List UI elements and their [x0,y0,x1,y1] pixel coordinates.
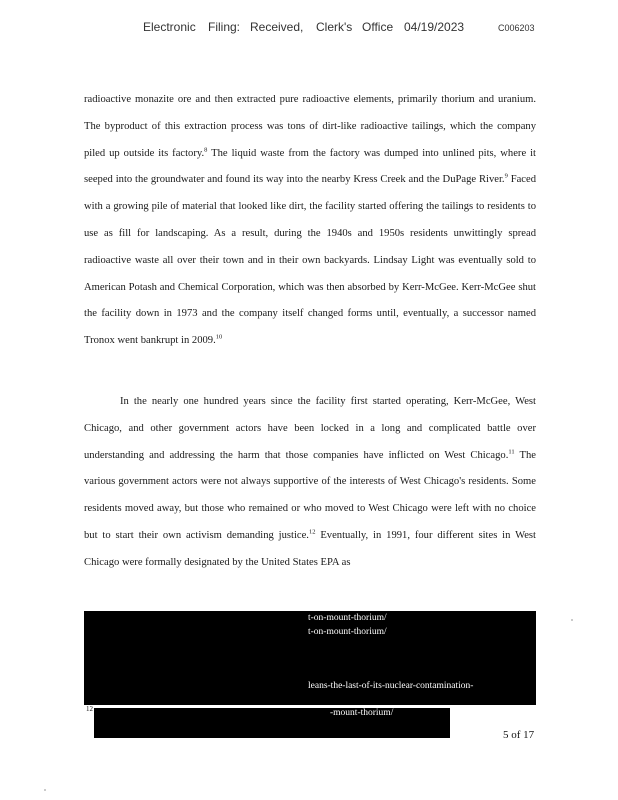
header-word-filing: Filing: [208,20,241,34]
scan-speck [571,619,573,621]
footnote-ref-9[interactable]: 9 [504,172,508,180]
paragraph-2-text-a: In the nearly one hundred years since the facility first started operating, Kerr-McGee, West Chicago, and other government actors have been locked in a long and complicated battle over understanding and addressing the harm that those companies have inflicted on West Chicago. [84,396,536,461]
paragraph-1 [84,87,536,355]
header-date: 04/19/2023 [404,20,465,34]
redacted-footnote-block [84,611,536,705]
header-word-electronic: Electronic [143,20,196,34]
paragraph-1-text-a: radioactive monazite ore and then extracted pure radioactive elements, primarily thorium and uranium. The byproduct of this extraction process was tons of dirt-like radioactive tailings, which the company piled up outside its factory. [84,94,536,159]
paragraph-1-text-c: Faced with a growing pile of material that looked like dirt, the facility started offering the tailings to residents to use as fill for landscaping. As a result, during the 1940s and 1950s residents unwittingly spread radioactive waste all over their town and in their own backyards. Lindsay Light was eventually sold to American Potash and Chemical Corporation, which was then absorbed by Kerr-McGee. Kerr-McGee shut the facility down in 1973 and the company itself changed forms until, eventually, a successor named Tronox went bankrupt in 2009. [84,174,536,347]
footnote-url-3[interactable]: leans-the-last-of-its-nuclear-contamination- [308,681,474,691]
header-word-received: Received, [250,20,304,34]
document-code: C006203 [498,23,535,33]
paragraph-2-text-c: Eventually, in 1991, four different sites in West Chicago were formally designated by the United States EPA as [84,529,537,568]
paragraph-2 [84,389,536,577]
redacted-footnote-block-2 [94,708,450,738]
filing-header [0,20,618,38]
header-word-clerks: Clerk's [316,20,353,34]
footnote-url-1[interactable]: t-on-mount-thorium/ [308,613,387,623]
footnote-url-4[interactable]: -mount-thorium/ [330,708,394,718]
footnote-url-2[interactable]: t-on-mount-thorium/ [308,627,387,637]
footnote-ref-8[interactable]: 8 [204,146,208,154]
scan-speck [44,789,46,791]
footnote-ref-10[interactable]: 10 [215,333,223,341]
footnote-ref-12[interactable]: 12 [308,528,316,536]
footnote-ref-11[interactable]: 11 [508,448,515,456]
paragraph-2-text-b: The various government actors were not always supportive of the interests of West Chicago's residents. Some residents moved away, but those who remained or who moved to West Chicago were left with no choice but to start their own activism demanding justice. [84,449,536,541]
header-word-office: Office [362,20,394,34]
page-number: 5 of 17 [503,729,535,741]
footnote-number-12: 12 [86,705,93,713]
paragraph-1-text-b: The liquid waste from the factory was dumped into unlined pits, where it seeped into the groundwater and found its way into the nearby Kress Creek and the DuPage River. [84,147,536,186]
